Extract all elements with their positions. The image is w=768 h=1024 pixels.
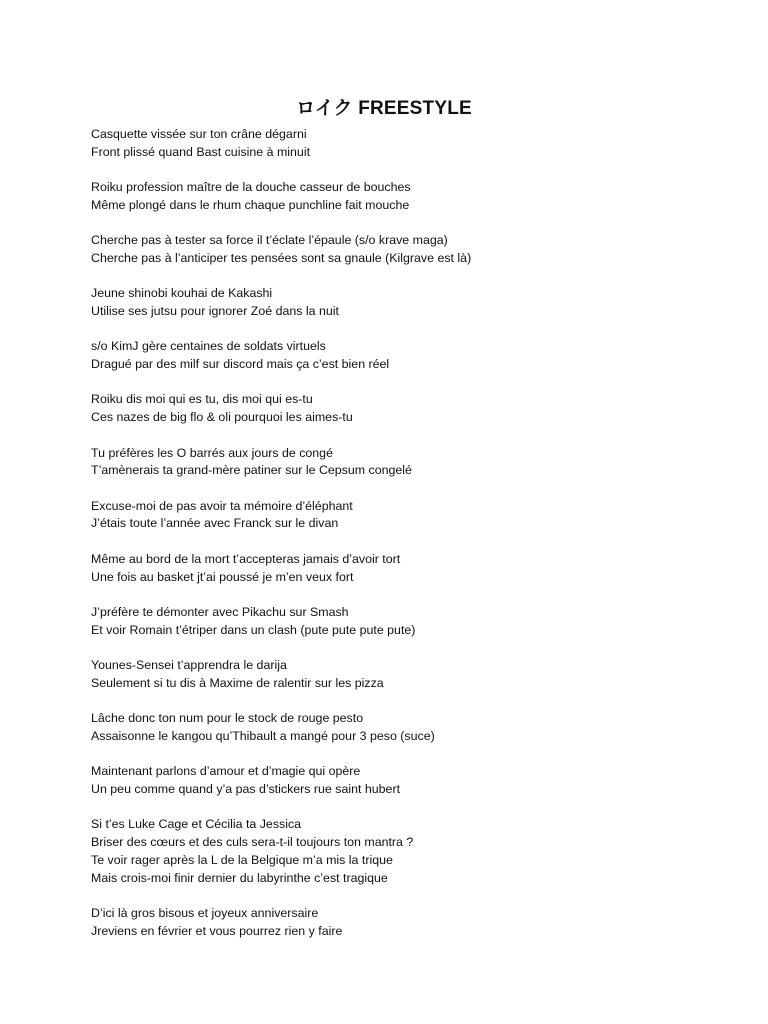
lyric-line: Tu préfères les O barrés aux jours de congé	[91, 445, 333, 460]
lyric-line: Même au bord de la mort t’accepteras jamais d’avoir tort	[91, 551, 401, 566]
lyric-line: Utilise ses jutsu pour ignorer Zoé dans la nuit	[91, 304, 339, 319]
lyric-line: Ces nazes de big flo & oli pourquoi les aimes-tu	[91, 410, 353, 425]
lyric-line: Un peu comme quand y’a pas d’stickers rue saint hubert	[91, 781, 401, 796]
lyric-line: J’préfère te démonter avec Pikachu sur Smash	[91, 604, 349, 619]
lyric-line: Si t’es Luke Cage et Cécilia ta Jessica	[91, 817, 302, 832]
lyric-line: D’ici là gros bisous et joyeux anniversaire	[91, 905, 319, 920]
lyric-line: Mais crois-moi finir dernier du labyrinthe c’est tragique	[91, 870, 388, 885]
lyric-line: Younes-Sensei t’apprendra le darija	[91, 657, 287, 672]
lyric-line: Seulement si tu dis à Maxime de ralentir sur les pizza	[91, 675, 384, 690]
lyric-line: Jeune shinobi kouhai de Kakashi	[91, 286, 273, 301]
stanza	[91, 232, 691, 268]
lyric-line: Front plissé quand Bast cuisine à minuit	[91, 144, 311, 159]
stanza	[91, 179, 691, 215]
lyric-line: Lâche donc ton num pour le stock de rouge pesto	[91, 711, 364, 726]
stanza	[91, 445, 691, 481]
lyric-line: Une fois au basket jt’ai poussé je m’en veux fort	[91, 569, 354, 584]
lyric-line: J’étais toute l’année avec Franck sur le divan	[91, 516, 339, 531]
stanza	[91, 604, 691, 640]
lyric-line: Roiku profession maître de la douche casseur de bouches	[91, 180, 411, 195]
stanza	[91, 498, 691, 534]
stanza	[91, 551, 691, 587]
stanza	[91, 905, 691, 941]
lyric-line: T’amènerais ta grand-mère patiner sur le Cepsum congelé	[91, 463, 412, 478]
stanza	[91, 816, 691, 887]
lyric-line: Et voir Romain t’étriper dans un clash (pute pute pute pute)	[91, 622, 416, 637]
lyric-line: Casquette vissée sur ton crâne dégarni	[91, 127, 307, 141]
lyric-line: Roiku dis moi qui es tu, dis moi qui es-tu	[91, 392, 313, 407]
lyrics-body	[91, 126, 691, 958]
lyric-line: Maintenant parlons d’amour et d’magie qui opère	[91, 764, 361, 779]
lyric-line: Dragué par des milf sur discord mais ça c’est bien réel	[91, 357, 390, 372]
lyric-line: Te voir rager après la L de la Belgique m’a mis la trique	[91, 852, 393, 867]
lyric-line: Briser des cœurs et des culs sera-t-il toujours ton mantra ?	[91, 835, 414, 850]
stanza	[91, 710, 691, 746]
lyric-line: Jreviens en février et vous pourrez rien y faire	[91, 923, 343, 938]
lyric-line: Excuse-moi de pas avoir ta mémoire d’éléphant	[91, 498, 353, 513]
lyric-line: Cherche pas à l’anticiper tes pensées sont sa gnaule (Kilgrave est là)	[91, 250, 472, 265]
stanza	[91, 763, 691, 799]
lyric-line: Même plongé dans le rhum chaque punchline fait mouche	[91, 197, 410, 212]
lyric-line: Cherche pas à tester sa force il t’éclate l’épaule (s/o krave maga)	[91, 233, 448, 248]
lyric-line: Assaisonne le kangou qu’Thibault a mangé pour 3 peso (suce)	[91, 728, 435, 743]
stanza	[91, 338, 691, 374]
stanza	[91, 391, 691, 427]
stanza	[91, 285, 691, 321]
lyric-line: s/o KimJ gère centaines de soldats virtuels	[91, 339, 326, 354]
stanza	[91, 126, 691, 162]
stanza	[91, 657, 691, 693]
document-title: ロイク FREESTYLE	[296, 98, 472, 119]
